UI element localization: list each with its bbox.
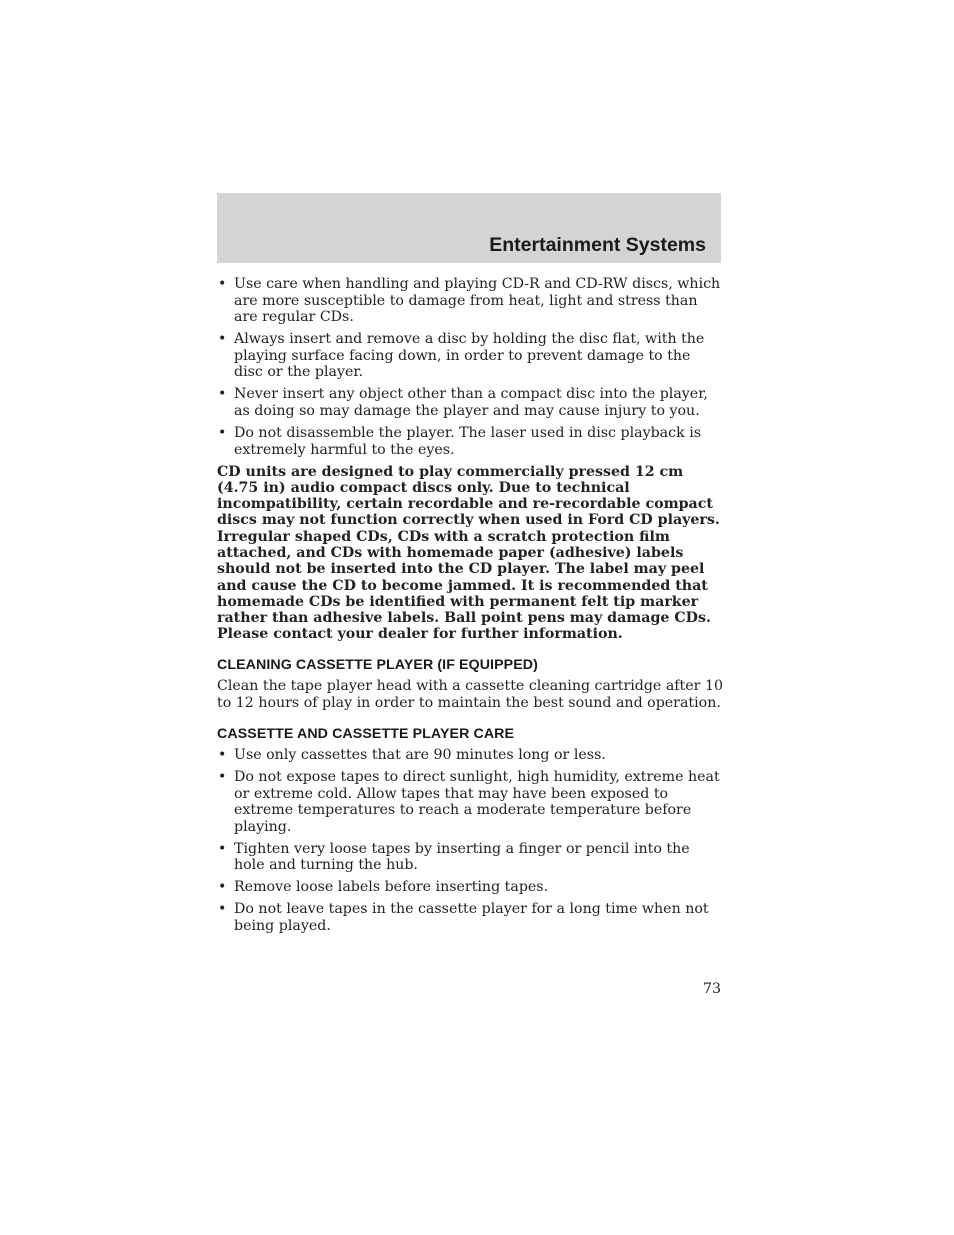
list-item [217, 386, 723, 419]
list-item-text: Do not disassemble the player. The laser used in disc playback is extremely harmful to the eyes. [234, 424, 702, 458]
list-item [217, 747, 723, 764]
list-item-text: Do not leave tapes in the cassette player for a long time when not being played. [234, 901, 709, 935]
bullet-icon: • [218, 424, 227, 441]
list-item-text: Always insert and remove a disc by holding the disc flat, with the playing surface facing down, in order to prevent damage to the disc or the player. [234, 331, 705, 381]
list-item [217, 331, 723, 381]
cd-care-list [217, 276, 723, 458]
cleaning-heading: CLEANING CASSETTE PLAYER (IF EQUIPPED) [217, 656, 538, 673]
list-item-text: Use only cassettes that are 90 minutes long or less. [234, 747, 606, 764]
list-item-text: Do not expose tapes to direct sunlight, high humidity, extreme heat or extreme cold. Allow tapes that may have been exposed to extreme temperatures to reach a moderate temperature before playing. [234, 769, 720, 835]
cassette-care-list [217, 747, 723, 935]
list-item [217, 879, 723, 896]
cd-compatibility-warning: CD units are designed to play commercially pressed 12 cm (4.75 in) audio compact discs only. Due to technical incompatibility, certain recordable and re-recordable compact discs may not function correctly when used in Ford CD players. Irregular shaped CDs, CDs with a scratch protection film attached, and CDs with homemade paper (adhesive) labels should not be inserted into the CD player. The label may peel and cause the CD to become jammed. It is recommended that homemade CDs be identified with permanent felt tip marker rather than adhesive labels. Ball point pens may damage CDs. Please contact your dealer for further information. [217, 463, 720, 643]
list-item [217, 425, 723, 458]
cleaning-text: Clean the tape player head with a cassette cleaning cartridge after 10 to 12 hours of play in order to maintain the best sound and operation. [217, 678, 723, 711]
page-content [217, 276, 723, 940]
section-header-band [217, 193, 721, 263]
bullet-icon: • [218, 769, 227, 786]
bullet-icon: • [218, 331, 227, 348]
list-item-text: Use care when handling and playing CD-R and CD-RW discs, which are more susceptible to damage from heat, light and stress than are regular CDs. [234, 276, 721, 326]
list-item-text: Never insert any object other than a compact disc into the player, as doing so may damage the player and may cause injury to you. [234, 386, 708, 419]
list-item [217, 769, 723, 835]
bullet-icon: • [218, 386, 227, 403]
list-item [217, 901, 723, 934]
bullet-icon: • [218, 276, 227, 292]
list-item [217, 276, 723, 326]
bullet-icon: • [218, 747, 227, 764]
list-item-text: Tighten very loose tapes by inserting a finger or pencil into the hole and turning the hub. [234, 840, 690, 874]
bullet-icon: • [218, 901, 227, 918]
list-item-text: Remove loose labels before inserting tapes. [234, 879, 549, 896]
section-title: Entertainment Systems [489, 234, 706, 256]
bullet-icon: • [218, 840, 227, 857]
page-number: 73 [702, 981, 721, 997]
cassette-care-heading: CASSETTE AND CASSETTE PLAYER CARE [217, 725, 515, 742]
list-item [217, 841, 723, 874]
bullet-icon: • [218, 879, 227, 896]
